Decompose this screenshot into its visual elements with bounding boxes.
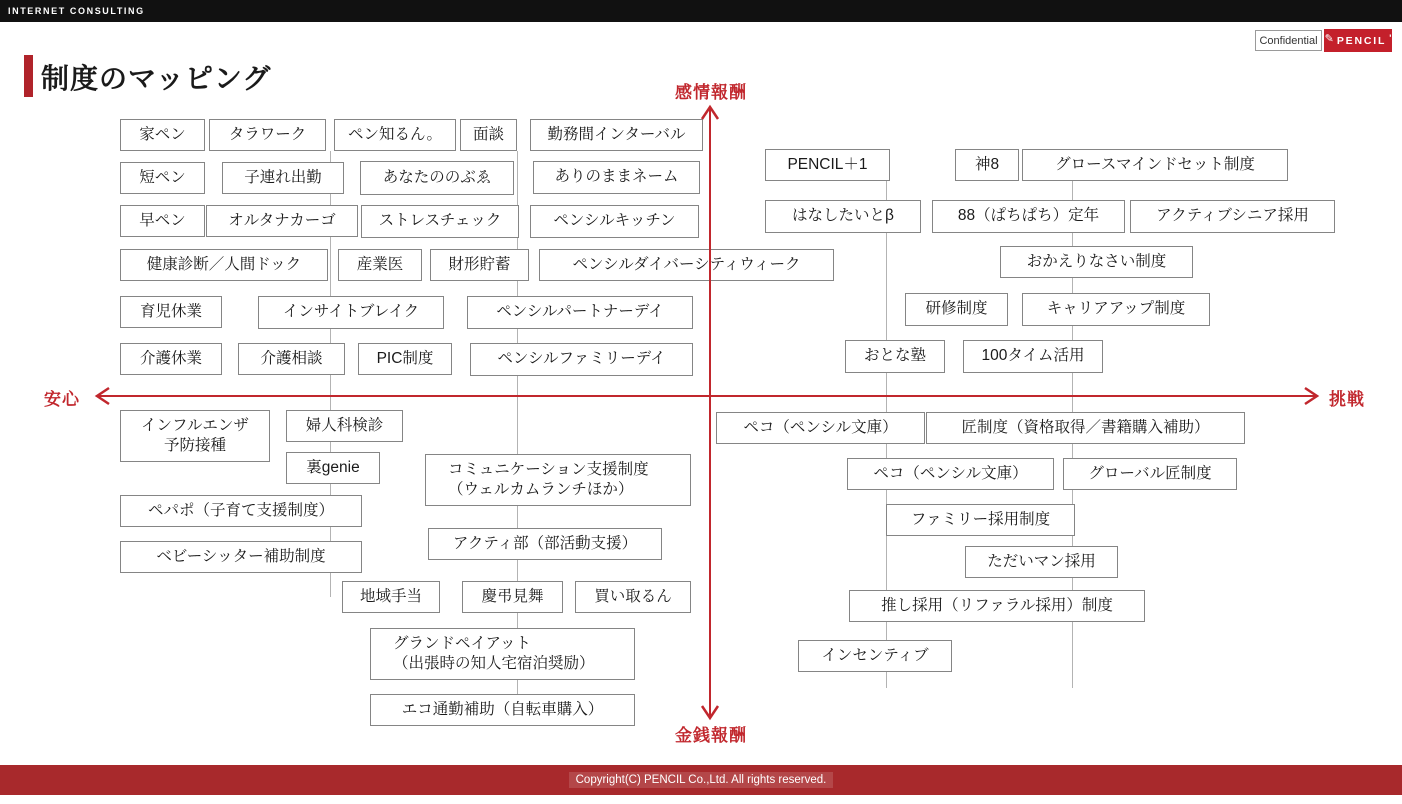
axis-label-challenge: 挑戦: [1329, 390, 1365, 409]
policy-box: [1063, 458, 1237, 490]
pencil-logo-text: PENCIL: [1336, 34, 1387, 47]
policy-box: [370, 628, 635, 680]
policy-box-label: グローバル匠制度: [1088, 464, 1212, 482]
policy-box-label: グロースマインドセット制度: [1055, 155, 1255, 173]
policy-box-label: オルタナカーゴ: [228, 211, 336, 229]
policy-box-label: タラワーク: [228, 125, 307, 143]
policy-box: [120, 249, 328, 281]
policy-box-label: ファミリー採用制度: [910, 510, 1051, 528]
policy-box: [845, 340, 945, 373]
policy-box-label: 裏genie: [306, 458, 360, 476]
policy-box-label: 100タイム活用: [981, 347, 1085, 365]
policy-box-label: PIC制度: [376, 349, 434, 367]
policy-box: [963, 340, 1103, 373]
policy-box-label: ありのままネーム: [554, 168, 679, 186]
policy-box: [932, 200, 1125, 233]
policy-box-label: エコ通勤補助（自転車購入）: [401, 700, 604, 718]
policy-box-label: おとな塾: [863, 347, 926, 365]
policy-box-label: 研修制度: [925, 300, 988, 318]
policy-box: [222, 162, 344, 194]
policy-box: [533, 161, 700, 194]
policy-box: [120, 296, 222, 328]
policy-box: [1022, 149, 1288, 181]
policy-box-label: アクティ部（部活動支援）: [452, 534, 638, 552]
axis-label-emotional-reward: 感情報酬: [675, 83, 747, 102]
policy-box: [360, 161, 514, 195]
policy-box: [361, 205, 519, 238]
policy-box: [462, 581, 563, 613]
policy-box: [430, 249, 529, 281]
policy-box-label: グランドペイアット: [393, 634, 531, 652]
policy-box: [955, 149, 1019, 181]
policy-box: [120, 495, 362, 527]
policy-box: [467, 296, 693, 329]
policy-box-label: インサイトブレイク: [282, 303, 420, 321]
policy-box-label: 婦人科検診: [305, 416, 384, 434]
policy-box-label: 介護休業: [139, 349, 202, 367]
policy-box: [765, 200, 921, 233]
policy-box-label: 健康診断／人間ドック: [146, 255, 302, 273]
confidential-badge: [1255, 30, 1322, 51]
policy-box: [286, 452, 380, 484]
policy-box: [342, 581, 440, 613]
policy-box: [798, 640, 952, 672]
policy-box-label: ペコ（ペンシル文庫）: [873, 464, 1028, 482]
policy-box: [926, 412, 1245, 444]
top-black-bar: [0, 0, 1402, 22]
policy-box-label: 地域手当: [359, 587, 422, 605]
policy-box: [1130, 200, 1335, 233]
policy-box: [120, 162, 205, 194]
policy-box: [539, 249, 834, 281]
policy-box: [530, 205, 699, 238]
policy-box-label: 88（ぱちぱち）定年: [957, 207, 1100, 225]
policy-box: [765, 149, 890, 181]
policy-box-label: ストレスチェック: [378, 212, 502, 230]
axis-label-security: 安心: [44, 390, 80, 409]
policy-box: [358, 343, 452, 375]
footer-bar: [0, 765, 1402, 795]
policy-box-label: ペン知るん。: [348, 125, 442, 143]
policy-box: [258, 296, 444, 329]
policy-box-label: （ウェルカムランチほか）: [448, 481, 634, 498]
policy-box-label: （出張時の知人宅宿泊奨励）: [393, 655, 595, 672]
policy-box-label: ペンシルパートナーデイ: [496, 303, 664, 321]
policy-box-label: ペコ（ペンシル文庫）: [743, 418, 898, 436]
policy-box: [530, 119, 703, 151]
policy-box-label: アクティブシニア採用: [1156, 207, 1309, 225]
policy-box-label: 面談: [472, 125, 504, 143]
policy-box-label: 家ペン: [139, 125, 186, 143]
policy-box: [716, 412, 925, 444]
policy-box: [575, 581, 691, 613]
policy-box: [1022, 293, 1210, 326]
axis-label-monetary-reward: 金銭報酬: [675, 726, 747, 745]
policy-box: [238, 343, 345, 375]
policy-box-label: ペパポ（子育て支援制度）: [147, 501, 334, 519]
policy-box-label: ベビーシッター補助制度: [156, 547, 326, 565]
policy-box: [120, 343, 222, 375]
policy-box-label: 介護相談: [260, 349, 323, 367]
policy-box-label: ペンシルファミリーデイ: [497, 350, 666, 368]
policy-box: [905, 293, 1008, 326]
policy-box-label: インセンティブ: [821, 646, 929, 664]
policy-box-label: ペンシルダイバーシティウィーク: [572, 255, 801, 273]
policy-box-label: 産業医: [356, 255, 404, 273]
confidential-label: Confidential: [1259, 34, 1318, 47]
policy-box-label: ただいマン採用: [987, 552, 1096, 570]
company-brand-text: INTERNET CONSULTING: [8, 6, 145, 16]
policy-box: [286, 410, 403, 442]
policy-box-label: おかえりなさい制度: [1026, 252, 1167, 270]
policy-box: [847, 458, 1054, 490]
policy-box-label: ペンシルキッチン: [553, 212, 676, 230]
policy-box: [338, 249, 422, 281]
policy-box: [886, 504, 1075, 536]
policy-box: [1000, 246, 1193, 278]
pencil-logo-icon: ✎: [1324, 33, 1334, 45]
page-title: 制度のマッピング: [41, 63, 272, 94]
policy-box-label: あなたののぶゑ: [382, 168, 492, 186]
policy-box: [120, 205, 205, 237]
policy-box-label: コミュニケーション支援制度: [448, 460, 649, 478]
policy-box-label: 育児休業: [139, 302, 202, 320]
policy-box: [460, 119, 517, 151]
policy-box: [470, 343, 693, 376]
policy-box-label: 推し採用（リファラル採用）制度: [881, 596, 1113, 614]
pencil-logo: [1324, 29, 1392, 52]
policy-box-label: 慶弔見舞: [481, 587, 544, 605]
policy-box-label: キャリアアップ制度: [1046, 300, 1186, 318]
policy-box: [428, 528, 662, 560]
policy-box-label: インフルエンザ: [141, 416, 249, 434]
policy-box-label: 神8: [974, 155, 1000, 173]
policy-box: [370, 694, 635, 726]
copyright-text: Copyright(C) PENCIL Co.,Ltd. All rights reserved.: [569, 772, 834, 788]
policy-box: [849, 590, 1145, 622]
policy-box-label: 予防接種: [163, 437, 226, 454]
policy-box: [425, 454, 691, 506]
policy-box-label: 勤務間インターバル: [547, 125, 686, 143]
title-accent-bar: [24, 55, 33, 97]
policy-box-label: PENCIL＋1: [787, 155, 868, 173]
policy-box: [120, 541, 362, 573]
policy-box: [209, 119, 326, 151]
policy-box-label: 買い取るん: [594, 587, 672, 605]
policy-box: [965, 546, 1118, 578]
policy-box: [120, 119, 205, 151]
policy-box-label: 早ペン: [139, 211, 186, 229]
policy-box-label: 匠制度（資格取得／書籍購入補助）: [961, 418, 1210, 436]
pencil-logo-mark: ': [1389, 32, 1392, 43]
policy-box: [206, 205, 358, 237]
policy-box-label: 短ペン: [139, 168, 186, 186]
policy-box: [334, 119, 456, 151]
policy-box: [120, 410, 270, 462]
policy-box-label: 財形貯蓄: [448, 255, 511, 273]
policy-box-label: 子連れ出勤: [244, 168, 322, 186]
policy-box-label: はなしたいとβ: [792, 207, 894, 225]
